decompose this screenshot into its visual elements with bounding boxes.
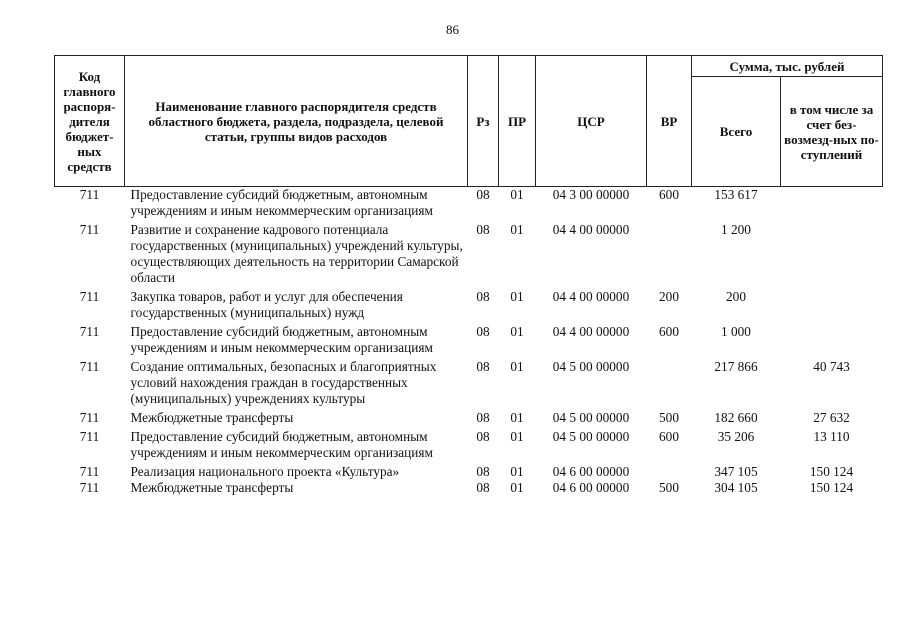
table-row [55, 480, 883, 496]
cell-name: Межбюджетные трансферты [130, 480, 294, 495]
table-row [55, 222, 883, 289]
table-row [55, 289, 883, 324]
cell-total: 1 200 [721, 222, 751, 237]
cell-vr [647, 359, 692, 410]
cell-name: Предоставление субсидий бюджетным, автономным учреждениям и иным некоммерческим организациям [130, 324, 433, 355]
cell-vr [647, 464, 692, 480]
cell-total: 35 206 [717, 429, 755, 444]
cell-rz: 08 [476, 222, 490, 237]
header-code: Код главного распоря-дителя бюджет-ных средств [55, 56, 125, 187]
cell-rz: 08 [476, 410, 490, 425]
table-row [55, 410, 883, 429]
cell-csr: 04 3 00 00000 [552, 187, 630, 202]
header-csr: ЦСР [536, 56, 647, 187]
cell-code: 711 [79, 222, 100, 237]
table-row [55, 324, 883, 359]
header-sum-group: Сумма, тыс. рублей [692, 56, 883, 77]
cell-csr: 04 5 00 00000 [552, 359, 630, 374]
cell-csr: 04 4 00 00000 [552, 289, 630, 304]
cell-pr: 01 [510, 464, 524, 479]
cell-incl [781, 187, 883, 223]
cell-code: 711 [79, 359, 100, 374]
table-row [55, 187, 883, 223]
cell-vr: 600 [659, 324, 679, 339]
cell-code: 711 [79, 289, 100, 304]
cell-total: 1 000 [721, 324, 751, 339]
header-vr: ВР [647, 56, 692, 187]
cell-vr: 600 [659, 429, 679, 444]
cell-vr: 500 [659, 480, 679, 495]
cell-name: Реализация национального проекта «Культура» [130, 464, 400, 479]
cell-pr: 01 [510, 480, 524, 495]
cell-csr: 04 4 00 00000 [552, 222, 630, 237]
cell-pr: 01 [510, 187, 524, 202]
cell-incl: 150 124 [809, 480, 854, 495]
cell-vr: 200 [659, 289, 679, 304]
cell-pr: 01 [510, 359, 524, 374]
cell-name: Создание оптимальных, безопасных и благоприятных условий нахождения граждан в государственных (муниципальных) учреждениях культуры [130, 359, 437, 406]
cell-csr: 04 5 00 00000 [552, 410, 630, 425]
cell-rz: 08 [476, 324, 490, 339]
cell-pr: 01 [510, 289, 524, 304]
header-rz: Рз [468, 56, 499, 187]
page-number: 86 [446, 22, 459, 37]
cell-rz: 08 [476, 464, 490, 479]
cell-rz: 08 [476, 429, 490, 444]
cell-total: 217 866 [714, 359, 758, 374]
cell-code: 711 [79, 187, 100, 202]
cell-rz: 08 [476, 289, 490, 304]
cell-pr: 01 [510, 324, 524, 339]
cell-code: 711 [79, 464, 100, 479]
cell-name: Закупка товаров, работ и услуг для обеспечения государственных (муниципальных) нужд [130, 289, 403, 320]
cell-total: 304 105 [714, 480, 758, 495]
cell-pr: 01 [510, 222, 524, 237]
cell-vr: 600 [659, 187, 679, 202]
cell-incl: 27 632 [813, 410, 850, 425]
cell-rz: 08 [476, 359, 490, 374]
budget-table [54, 55, 883, 496]
cell-incl [781, 289, 883, 324]
cell-incl [781, 222, 883, 289]
table-header [55, 56, 883, 187]
table-body [55, 187, 883, 497]
cell-incl: 40 743 [813, 359, 850, 374]
cell-rz: 08 [476, 480, 490, 495]
cell-csr: 04 5 00 00000 [552, 429, 630, 444]
cell-vr: 500 [659, 410, 679, 425]
cell-csr: 04 4 00 00000 [552, 324, 630, 339]
cell-incl: 150 124 [809, 464, 854, 479]
cell-total: 182 660 [714, 410, 758, 425]
table-row [55, 359, 883, 410]
table-row [55, 464, 883, 480]
header-total: Всего [692, 77, 781, 187]
cell-name: Предоставление субсидий бюджетным, автономным учреждениям и иным некоммерческим организациям [130, 187, 433, 218]
cell-code: 711 [79, 410, 100, 425]
cell-total: 153 617 [714, 187, 758, 202]
cell-csr: 04 6 00 00000 [552, 464, 630, 479]
cell-vr [647, 222, 692, 289]
cell-name: Межбюджетные трансферты [130, 410, 294, 425]
header-name: Наименование главного распорядителя средств областного бюджета, раздела, подраздела, целевой статьи, группы видов расходов [125, 56, 468, 187]
header-incl: в том числе за счет без-возмезд-ных по-ступлений [781, 77, 883, 187]
cell-code: 711 [79, 480, 100, 495]
cell-pr: 01 [510, 410, 524, 425]
cell-incl [781, 324, 883, 359]
cell-total: 200 [726, 289, 746, 304]
cell-incl: 13 110 [813, 429, 850, 444]
cell-code: 711 [79, 324, 100, 339]
table-row [55, 429, 883, 464]
cell-name: Предоставление субсидий бюджетным, автономным учреждениям и иным некоммерческим организациям [130, 429, 433, 460]
header-pr: ПР [499, 56, 536, 187]
cell-rz: 08 [476, 187, 490, 202]
cell-csr: 04 6 00 00000 [552, 480, 630, 495]
cell-total: 347 105 [714, 464, 758, 479]
cell-code: 711 [79, 429, 100, 444]
cell-name: Развитие и сохранение кадрового потенциала государственных (муниципальных) учреждений культуры, осуществляющих деятельность на территории Самарской области [130, 222, 463, 285]
cell-pr: 01 [510, 429, 524, 444]
